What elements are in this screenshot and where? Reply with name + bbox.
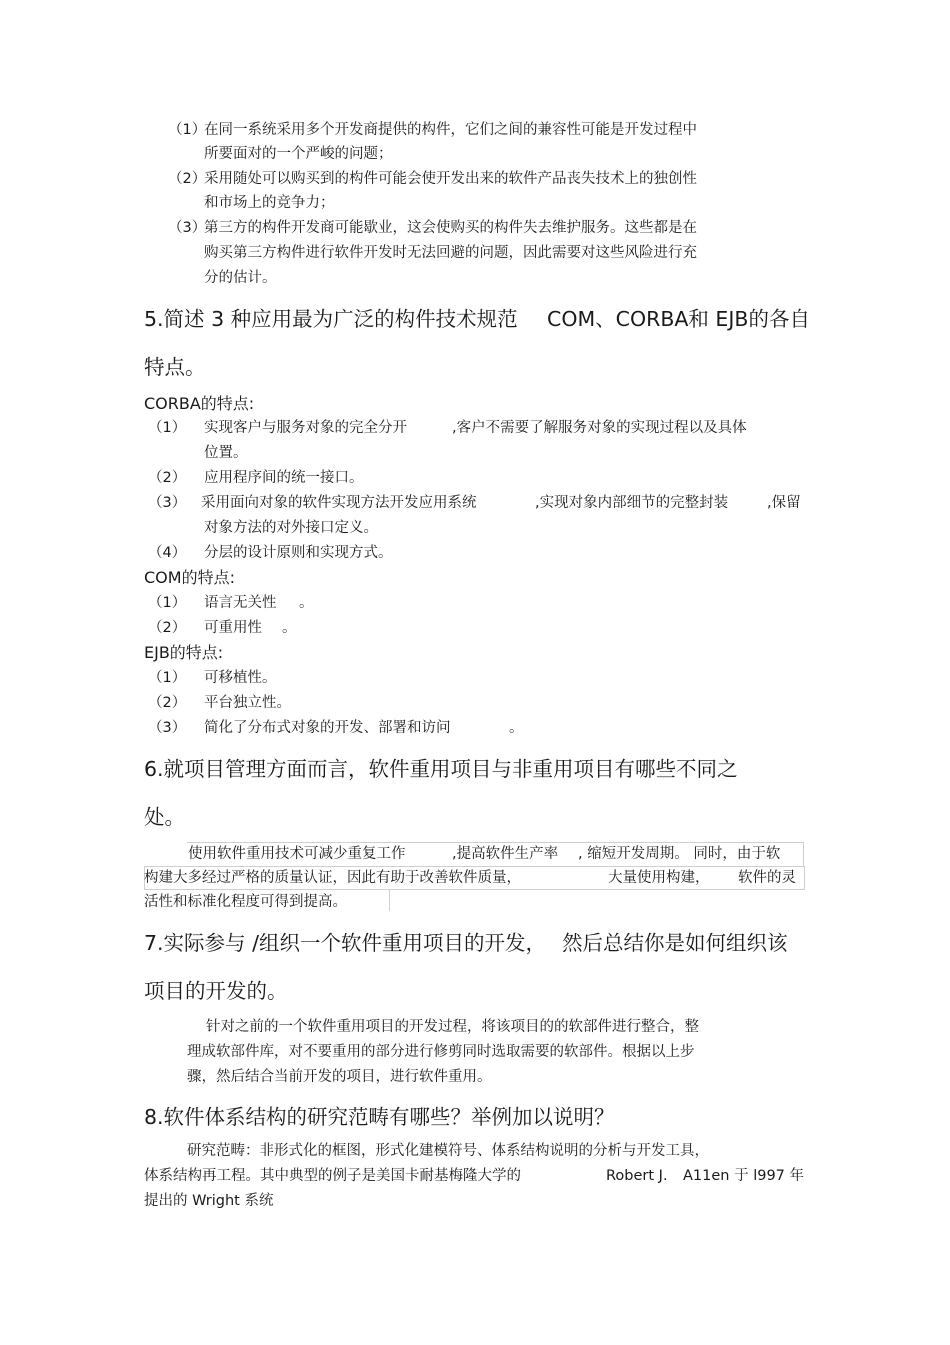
q7-heading-part1: 7.实际参与 /组织一个软件重用项目的开发，: [144, 931, 546, 955]
q8-answer-line1: 研究范畴：非形式化的框图，形式化建模符号、体系结构说明的分析与开发工具，: [187, 1143, 709, 1159]
intro-item-3-line3: 分的估计。: [204, 270, 277, 286]
q6-answer-line2-b: 大量使用构建，: [608, 870, 710, 886]
corba-item-2-text: 应用程序间的统一接口。: [204, 470, 364, 486]
corba-item-4-num: （4）: [148, 545, 187, 561]
q7-answer-line3: 骤，然后结合当前开发的项目，进行软件重用。: [187, 1069, 492, 1085]
q7-answer-line1: 针对之前的一个软件重用项目的开发过程，将该项目的的软部件进行整合，整: [206, 1019, 699, 1035]
q7-heading-line2: 项目的开发的。: [144, 979, 288, 1003]
q5-heading-part1: 5.简述 3 种应用最为广泛的构件技术规范: [144, 307, 518, 331]
corba-item-1-text: 实现客户与服务对象的完全分开: [204, 420, 407, 436]
com-item-2-end: 。: [282, 620, 297, 636]
corba-item-3-text: 采用面向对象的软件实现方法开发应用系统: [201, 495, 477, 511]
corba-item-1-text2: ,客户不需要了解服务对象的实现过程以及具体: [452, 420, 747, 436]
com-item-2-text: 可重用性: [204, 620, 262, 636]
q6-answer-line1-a: 使用软件重用技术可减少重复工作: [188, 846, 406, 862]
corba-item-3-num: （3）: [148, 495, 187, 511]
corba-item-2-num: （2）: [148, 470, 187, 486]
q6-answer-line2-a: 构建大多经过严格的质量认证，因此有助于改善软件质量，: [144, 870, 521, 886]
intro-item-3-num: （3）: [168, 220, 207, 236]
intro-item-3-line2: 购买第三方构件进行软件开发时无法回避的问题，因此需要对这些风险进行充: [204, 245, 697, 261]
q6-answer-line1-b: ,提高软件生产率: [452, 846, 559, 862]
corba-item-1-num: （1）: [148, 420, 187, 436]
q6-answer-line3: 活性和标准化程度可得到提高。: [144, 894, 347, 910]
q8-answer-line2-c: A11en 于 l997 年: [683, 1168, 805, 1184]
corba-item-3-text2: ,实现对象内部细节的完整封装: [535, 495, 729, 511]
intro-item-3-line1: 第三方的构件开发商可能歇业，这会使购买的构件失去维护服务。这些都是在: [204, 220, 697, 236]
q8-answer-line2-a: 体系结构再工程。其中典型的例子是美国卡耐基梅隆大学的: [144, 1168, 521, 1184]
q7-answer-line2: 理成软部件库，对不要重用的部分进行修剪同时选取需要的软部件。根据以上步: [187, 1044, 695, 1060]
q7-heading-part2: 然后总结你是如何组织该: [562, 931, 788, 955]
q6-heading-line2: 处。: [144, 805, 185, 829]
ejb-item-2-num: （2）: [148, 695, 187, 711]
com-item-1-text: 语言无关性: [204, 595, 277, 611]
com-item-1-end: 。: [299, 595, 314, 611]
q8-heading: 8.软件体系结构的研究范畴有哪些？举例加以说明？: [144, 1105, 615, 1129]
ejb-item-3-num: （3）: [148, 720, 187, 736]
q8-answer-line2-b: Robert J.: [606, 1168, 668, 1184]
intro-item-1-line2: 所要面对的一个严峻的问题；: [204, 146, 393, 162]
q5-heading-line2: 特点。: [144, 355, 206, 379]
q6-answer-line1-c: , 缩短开发周期。 同时，由于软: [578, 846, 781, 862]
corba-section-title: CORBA的特点:: [144, 394, 255, 413]
ejb-item-1-num: （1）: [148, 670, 187, 686]
intro-item-2-line2: 和市场上的竞争力；: [204, 195, 335, 211]
com-section-title: COM的特点:: [144, 568, 235, 587]
intro-item-2-num: （2）: [168, 171, 207, 187]
intro-item-1-num: （1）: [168, 122, 207, 138]
q5-heading-part2: COM、CORBA和 EJB的各自: [547, 307, 810, 331]
intro-item-1-line1: 在同一系统采用多个开发商提供的构件，它们之间的兼容性可能是开发过程中: [204, 122, 697, 138]
corba-item-4-text: 分层的设计原则和实现方式。: [204, 545, 393, 561]
q6-answer-line2-c: 软件的灵: [738, 870, 796, 886]
corba-item-1-cont: 位置。: [204, 445, 248, 461]
ejb-item-1-text: 可移植性。: [204, 670, 277, 686]
com-item-1-num: （1）: [148, 595, 187, 611]
q8-answer-line3: 提出的 Wright 系统: [144, 1193, 274, 1209]
ejb-item-3-end: 。: [509, 720, 524, 736]
q6-heading-line1: 6.就项目管理方面而言，软件重用项目与非重用项目有哪些不同之: [144, 757, 738, 781]
corba-item-3-text3: ,保留: [767, 495, 801, 511]
com-item-2-num: （2）: [148, 620, 187, 636]
ejb-item-3-text: 简化了分布式对象的开发、部署和访问: [204, 720, 451, 736]
ejb-item-2-text: 平台独立性。: [204, 695, 291, 711]
corba-item-3-cont: 对象方法的对外接口定义。: [204, 520, 378, 536]
intro-item-2-line1: 采用随处可以购买到的构件可能会使开发出来的软件产品丧失技术上的独创性: [204, 171, 697, 187]
q6-answer-frame-bottom: [389, 889, 390, 911]
ejb-section-title: EJB的特点:: [144, 643, 224, 662]
